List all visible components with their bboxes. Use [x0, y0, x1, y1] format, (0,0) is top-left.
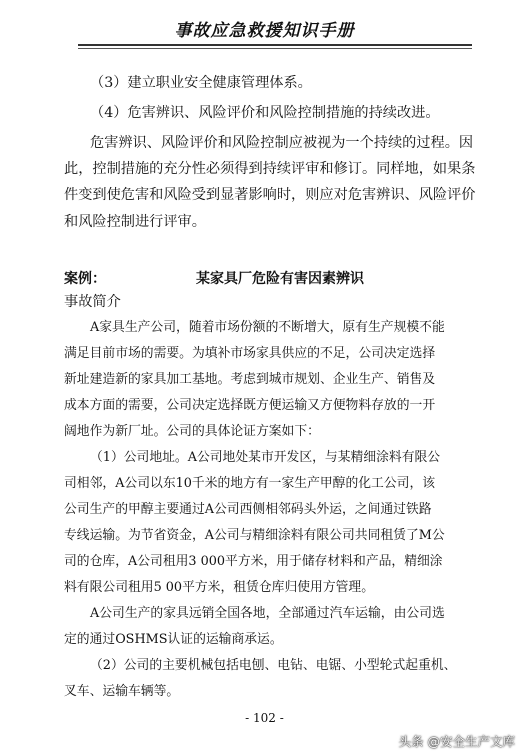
watermark-text: 头条 @安全生产文库	[398, 734, 515, 749]
body-line: A家具生产公司，随着市场份额的不断增大，原有生产规模不能	[90, 320, 445, 335]
body-line: 司相邻，A公司以东10千米的地方有一家生产甲醇的化工公司，该	[64, 476, 436, 491]
body-line: 定的通过OSHMS认证的运输商承运。	[64, 632, 283, 647]
body-line: A公司生产的家具远销全国各地，全部通过汽车运输，由公司选	[90, 606, 445, 621]
section-heading: 事故简介	[64, 294, 121, 310]
header-rule-thin	[78, 48, 472, 49]
body-line: （2）公司的主要机械包括电刨、电钻、电锯、小型轮式起重机、	[90, 658, 457, 673]
page-header-title: 事故应急救援知识手册	[174, 21, 355, 41]
intro-line: （4）危害辨识、风险评价和风险控制措施的持续改进。	[90, 105, 440, 121]
body-line: 料有限公司租用5 00平方米，租赁仓库归使用方管理。	[64, 580, 375, 595]
intro-line: （3）建立职业安全健康管理体系。	[90, 75, 312, 91]
body-line: 叉车、运输车辆等。	[64, 684, 180, 699]
body-line: 新址建造新的家具加工基地。考虑到城市规划、企业生产、销售及	[64, 372, 436, 387]
body-line: 公司生产的甲醇主要通过A公司西侧相邻码头外运，之间通过铁路	[64, 502, 432, 517]
body-line: 阔地作为新厂址。公司的具体论证方案如下：	[64, 424, 320, 439]
body-line: 司的仓库，A公司租用3 000平方米，用于储存材料和产品，精细涂	[64, 554, 443, 569]
intro-line: 件变到使危害和风险受到显著影响时，则应对危害辨识、风险评价	[64, 187, 476, 203]
page-number: - 102 -	[245, 711, 284, 725]
header-rule	[78, 44, 472, 46]
case-label: 案例：	[64, 271, 106, 287]
case-title: 某家具厂危险有害因素辨识	[196, 271, 364, 287]
intro-line: 和风险控制进行评审。	[64, 214, 206, 230]
intro-line: 此，控制措施的充分性必须得到持续评审和修订。同样地，如果条	[64, 161, 476, 177]
body-line: 成本方面的需要，公司决定选择既方便运输又方便物料存放的一开	[64, 398, 436, 413]
body-line: （1）公司地址。A公司地处某市开发区，与某精细涂料有限公	[90, 450, 441, 465]
intro-line: 危害辨识、风险评价和风险控制应被视为一个持续的过程。因	[90, 135, 474, 151]
body-line: 满足目前市场的需要。为填补市场家具供应的不足，公司决定选择	[64, 346, 436, 361]
body-line: 专线运输。为节省资金，A公司与精细涂料有限公司共同租赁了M公	[64, 528, 445, 543]
